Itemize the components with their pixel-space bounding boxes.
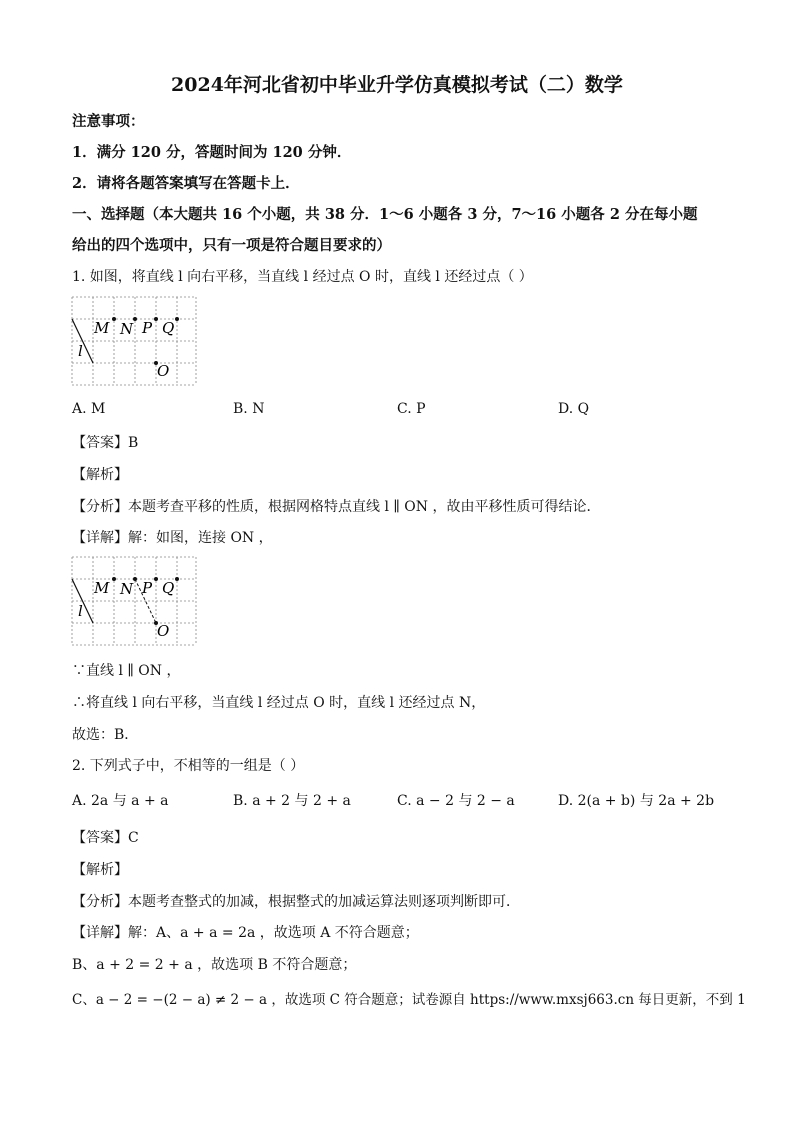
page-title: 2024年河北省初中毕业升学仿真模拟考试（二）数学 <box>171 74 623 96</box>
question-1-answer: 【答案】B <box>72 435 139 451</box>
label-M: M <box>94 579 110 597</box>
notice-item-2: 2．请将各题答案填写在答题卡上． <box>72 175 300 192</box>
question-2-line-b: B、a + 2 = 2 + a ，故选项 B 不符合题意； <box>72 957 357 973</box>
question-1-figure <box>71 296 197 386</box>
label-Q: Q <box>162 319 175 337</box>
label-O: O <box>157 622 170 640</box>
question-2-detail: 【详解】解：A、a + a = 2a ，故选项 A 不符合题意； <box>72 925 419 941</box>
question-1-analysis: 【分析】本题考查平移的性质，根据网格特点直线 l ∥ ON ，故由平移性质可得结论． <box>72 499 601 515</box>
label-O: O <box>157 362 170 380</box>
question-1-because: ∵直线 l ∥ ON ， <box>72 663 181 679</box>
label-N: N <box>120 320 134 338</box>
question-1-option-a: A. M <box>72 401 106 417</box>
question-2-analysis: 【分析】本题考查整式的加减，根据整式的加减运算法则逐项判断即可． <box>72 894 520 910</box>
notice-item-1: 1．满分 120 分，答题时间为 120 分钟． <box>72 144 352 161</box>
label-Q: Q <box>162 579 175 597</box>
question-1-option-c: C. P <box>397 401 426 417</box>
question-2-option-b: B. a + 2 与 2 + a <box>233 793 351 809</box>
question-1-detail: 【详解】解：如图，连接 ON ， <box>72 530 273 546</box>
label-M: M <box>94 319 110 337</box>
section-heading-line-1: 一、选择题（本大题共 16 个小题，共 38 分．1～6 小题各 3 分，7～16 小题各 2 分在每小题 <box>72 206 698 223</box>
label-P: P <box>142 319 153 337</box>
question-1-stem: 1. 如图，将直线 l 向右平移，当直线 l 经过点 O 时，直线 l 还经过点（ ） <box>72 269 533 285</box>
question-2-option-c: C. a − 2 与 2 − a <box>397 793 515 809</box>
question-1-therefore: ∴将直线 l 向右平移，当直线 l 经过点 O 时，直线 l 还经过点 N， <box>72 695 486 711</box>
question-1-option-b: B. N <box>233 401 265 417</box>
question-2-analysis-heading: 【解析】 <box>72 862 128 878</box>
notice-heading: 注意事项： <box>72 113 145 130</box>
question-2-option-a: A. 2a 与 a + a <box>72 793 169 809</box>
question-2-line-c: C、a − 2 = −(2 − a) ≠ 2 − a ，故选项 C 符合题意；试卷源自 https://www.mxsj663.cn 每日更新，不到 1 <box>72 992 746 1008</box>
question-2-option-d: D. 2(a + b) 与 2a + 2b <box>558 793 715 809</box>
label-N: N <box>120 580 134 598</box>
question-2-stem: 2. 下列式子中，不相等的一组是（ ） <box>72 758 305 774</box>
label-l: l <box>78 342 83 360</box>
question-2-answer: 【答案】C <box>72 830 139 846</box>
question-1-solution-figure <box>71 556 197 646</box>
label-P: P <box>142 579 153 597</box>
question-1-choose: 故选：B． <box>72 727 139 743</box>
question-1-analysis-heading: 【解析】 <box>72 467 128 483</box>
question-1-option-d: D. Q <box>558 401 590 417</box>
section-heading-line-2: 给出的四个选项中，只有一项是符合题目要求的） <box>72 237 391 254</box>
label-l: l <box>78 602 83 620</box>
